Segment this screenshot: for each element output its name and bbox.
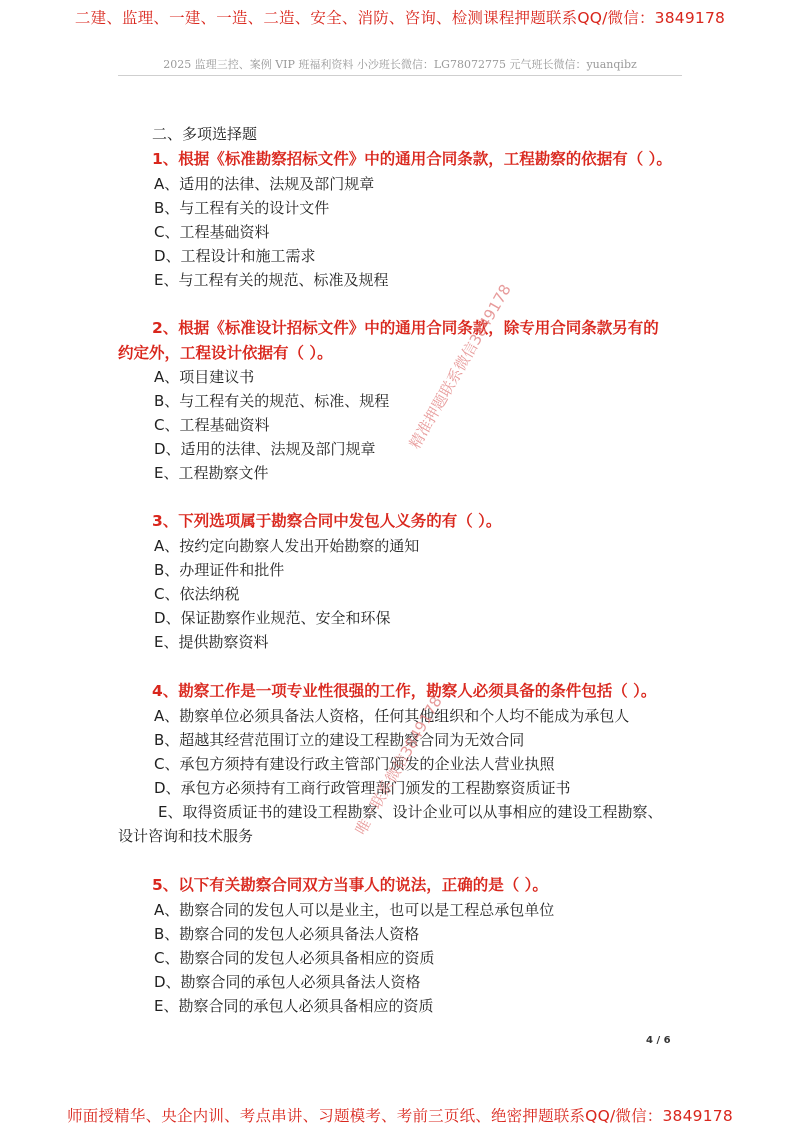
question-5-option-e: E、勘察合同的承包人必须具备相应的资质 [154,997,434,1015]
question-3-option-a: A、按约定向勘察人发出开始勘察的通知 [154,537,420,555]
question-1-stem: 1、根据《标准勘察招标文件》中的通用合同条款，工程勘察的依据有（ ）。 [152,150,672,168]
question-4-option-b: B、超越其经营范围订立的建设工程勘察合同为无效合同 [154,731,525,749]
question-5-option-a: A、勘察合同的发包人可以是业主，也可以是工程总承包单位 [154,901,555,919]
bottom-banner: 师面授精华、央企内训、考点串讲、习题模考、考前三页纸、绝密押题联系QQ/微信：3849178 [67,1107,733,1125]
question-4-option-e-continued: 设计咨询和技术服务 [118,827,254,845]
question-1-option-d: D、工程设计和施工需求 [154,247,316,265]
question-2-stem-line-1: 2、根据《标准设计招标文件》中的通用合同条款，除专用合同条款另有的 [152,319,659,337]
page-subheader: 2025 监理三控、案例 VIP 班福利资料 小沙班长微信：LG78072775 元气班长微信：yuanqibz [163,58,637,71]
question-1-option-e: E、与工程有关的规范、标准及规程 [154,271,389,289]
section-title: 二、多项选择题 [152,125,258,143]
question-3-option-d: D、保证勘察作业规范、安全和环保 [154,609,391,627]
question-4-option-a: A、勘察单位必须具备法人资格，任何其他组织和个人均不能成为承包人 [154,707,630,725]
question-4-stem: 4、勘察工作是一项专业性很强的工作，勘察人必须具备的条件包括（ ）。 [152,682,657,700]
page-number: 4 / 6 [646,1035,671,1046]
question-5-option-c: C、勘察合同的发包人必须具备相应的资质 [154,949,435,967]
question-2-option-c: C、工程基础资料 [154,416,270,434]
question-2-option-e: E、工程勘察文件 [154,464,269,482]
top-banner: 二建、监理、一建、一造、二造、安全、消防、咨询、检测课程押题联系QQ/微信：3849178 [74,9,726,27]
question-3-option-c: C、依法纳税 [154,585,240,603]
question-2-option-b: B、与工程有关的规范、标准、规程 [154,392,390,410]
watermark-diagonal-lower: 唯一联系微信3849178 [351,693,446,838]
question-4-option-d: D、承包方必须持有工商行政管理部门颁发的工程勘察资质证书 [154,779,571,797]
question-2-option-a: A、项目建议书 [154,368,255,386]
question-2-option-d: D、适用的法律、法规及部门规章 [154,440,376,458]
question-5-option-d: D、勘察合同的承包人必须具备法人资格 [154,973,421,991]
question-4-option-c: C、承包方须持有建设行政主管部门颁发的企业法人营业执照 [154,755,555,773]
question-3-stem: 3、下列选项属于勘察合同中发包人义务的有（ ）。 [152,512,502,530]
question-2-stem-line-2: 约定外，工程设计依据有（ ）。 [118,344,333,362]
question-1-option-c: C、工程基础资料 [154,223,270,241]
watermark-diagonal: 精准押题联系微信3849178 [405,281,515,452]
question-3-option-b: B、办理证件和批件 [154,561,285,579]
question-5-option-b: B、勘察合同的发包人必须具备法人资格 [154,925,420,943]
question-1-option-b: B、与工程有关的设计文件 [154,199,330,217]
question-5-stem: 5、以下有关勘察合同双方当事人的说法，正确的是（ ）。 [152,876,548,894]
question-1-option-a: A、适用的法律、法规及部门规章 [154,175,375,193]
question-4-option-e: E、取得资质证书的建设工程勘察、设计企业可以从事相应的建设工程勘察、 [158,803,663,821]
question-3-option-e: E、提供勘察资料 [154,633,269,651]
